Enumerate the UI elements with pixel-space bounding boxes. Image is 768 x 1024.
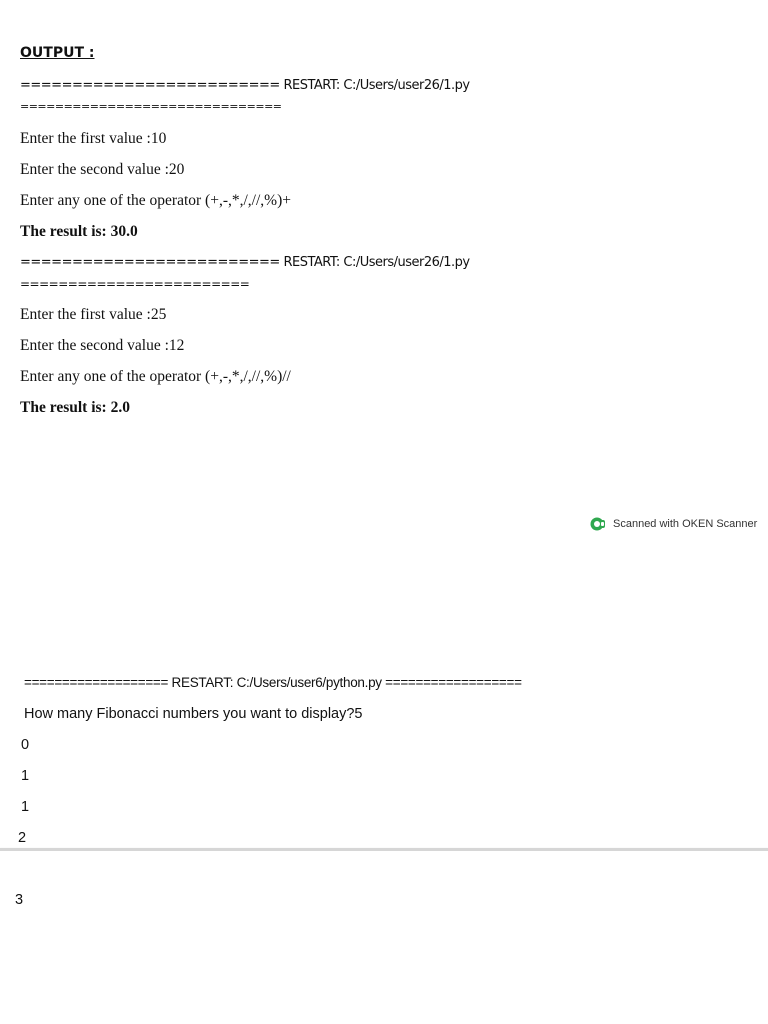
second-value-line-1: Enter the second value :20 [20, 161, 185, 178]
fib-number: 3 [15, 892, 24, 908]
fib-number: 0 [21, 737, 30, 753]
fib-number: 1 [21, 768, 30, 784]
second-value-line-2: Enter the second value :12 [20, 337, 185, 354]
fib-number: 2 [18, 830, 27, 846]
operator-line-2: Enter any one of the operator (+,-,*,/,//,%)// [20, 368, 291, 385]
scanner-badge [590, 516, 757, 532]
restart-line-2: ========================= RESTART: C:/Users/user26/1.py [20, 255, 470, 270]
restart-line-1-cont: ============================== [20, 100, 282, 113]
result-line-2: The result is: 2.0 [20, 399, 130, 416]
document-page-2 [0, 851, 768, 1024]
fib-prompt: How many Fibonacci numbers you want to display?5 [24, 706, 363, 722]
restart-line-fib: =================== RESTART: C:/Users/user6/python.py ================== [24, 675, 522, 690]
oken-scanner-logo-icon [590, 516, 606, 532]
operator-line-1: Enter any one of the operator (+,-,*,/,//,%)+ [20, 192, 291, 209]
restart-line-1: ========================= RESTART: C:/Users/user26/1.py [20, 78, 470, 93]
result-line-1: The result is: 30.0 [20, 223, 138, 240]
fib-number: 1 [21, 799, 30, 815]
first-value-line-2: Enter the first value :25 [20, 306, 167, 323]
scanner-badge-text: Scanned with OKEN Scanner [613, 518, 758, 530]
output-heading: OUTPUT : [20, 45, 95, 61]
restart-line-2-cont: ======================== [20, 277, 250, 291]
first-value-line-1: Enter the first value :10 [20, 130, 167, 147]
